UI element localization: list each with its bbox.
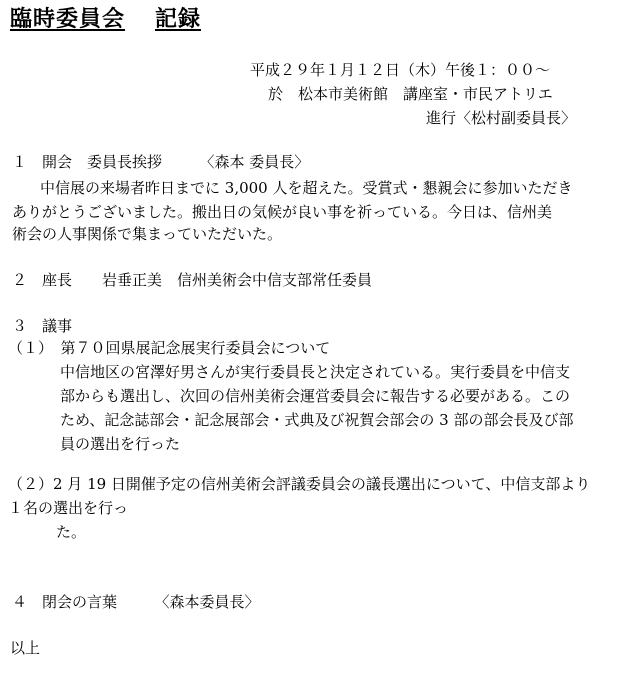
- section-2-heading: ２ 座長 岩垂正美 信州美術会中信支部常任委員: [12, 271, 373, 289]
- agenda-item-2-body-line: １名の選出を行っ: [8, 499, 129, 517]
- section-3-heading: ３ 議事: [12, 317, 73, 335]
- section-1-heading: １ 開会 委員長挨拶 〈森本 委員長〉: [12, 153, 310, 171]
- title-sub: 記録: [155, 7, 202, 32]
- agenda-item-1-body-line: ため、記念誌部会・記念展部会・式典及び祝賀会部会の 3 部の部会長及び部: [60, 411, 574, 429]
- agenda-item-1-body-line: 中信地区の宮澤好男さんが実行委員長と決定されている。実行委員を中信支: [60, 363, 571, 381]
- meeting-location: 於 松本市美術館 講座室・市民アトリエ: [268, 85, 553, 103]
- section-1-body-line: 中信展の来場者昨日までに 3,000 人を超えた。受賞式・懇親会に参加いただき: [40, 179, 573, 197]
- agenda-item-1-body-line: 員の選出を行った: [60, 435, 181, 453]
- closing-remark: 以上: [10, 639, 41, 657]
- meeting-facilitator: 進行〈松村副委員長〉: [426, 109, 577, 127]
- section-4-heading: ４ 閉会の言葉 〈森本委員長〉: [12, 593, 260, 611]
- document-title: [10, 2, 201, 33]
- section-1-body-line: ありがとうございました。搬出日の気候が良い事を祈っている。今日は、信州美: [12, 203, 553, 221]
- agenda-item-1-heading: （１） 第７０回県展記念展実行委員会について: [8, 339, 331, 357]
- agenda-item-2-body-line: （２）2 月 19 日開催予定の信州美術会評議委員会の議長選出について、中信支部より: [8, 475, 591, 493]
- section-1-body-line: 術会の人事関係で集まっていただいた。: [12, 225, 283, 243]
- agenda-item-1-body-line: 部からも選出し、次回の信州美術会運営委員会に報告する必要がある。この: [60, 387, 571, 405]
- title-main: 臨時委員会: [10, 7, 126, 32]
- agenda-item-2-body-line: た。: [56, 523, 87, 541]
- meeting-datetime: 平成２９年１月１２日（木）午後１：００～: [250, 61, 551, 79]
